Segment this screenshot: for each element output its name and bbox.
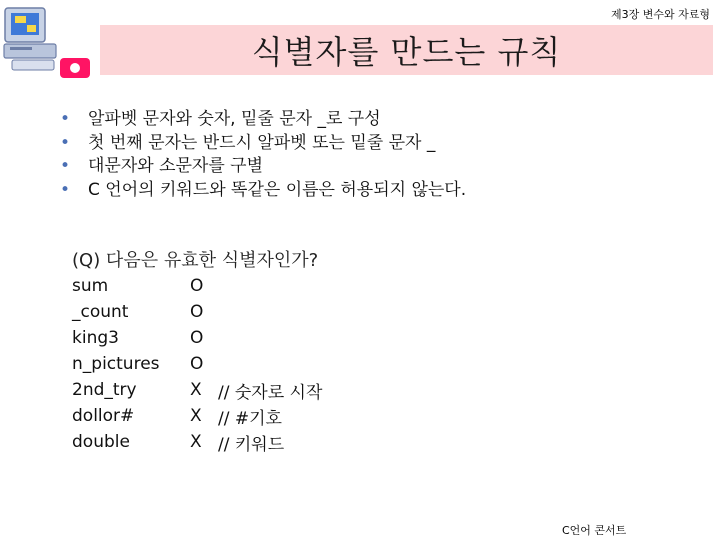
identifier-examples-table — [72, 273, 322, 455]
identifier-name: double — [72, 432, 130, 452]
example-comment: // 키워드 — [218, 434, 285, 455]
computer-logo-icon — [0, 0, 100, 90]
example-comment: // 숫자로 시작 — [218, 382, 323, 403]
validity-mark: O — [190, 302, 204, 322]
validity-mark: X — [190, 380, 202, 400]
validity-mark: X — [190, 406, 202, 426]
rule-list — [60, 108, 466, 202]
question-text: (Q) 다음은 유효한 식별자인가? — [72, 250, 319, 271]
identifier-name: _count — [72, 302, 129, 322]
rule-item: • 대문자와 소문자를 구별 — [60, 155, 466, 179]
identifier-name: 2nd_try — [72, 380, 137, 400]
identifier-name: n_pictures — [72, 354, 160, 374]
example-comment — [218, 299, 322, 325]
identifier-name: sum — [72, 276, 109, 296]
validity-mark: O — [190, 328, 204, 348]
rule-item: • 알파벳 문자와 숫자, 밑줄 문자 _로 구성 — [60, 108, 466, 132]
slide-title: 식별자를 만드는 규칙 — [251, 33, 562, 71]
example-row — [72, 325, 322, 351]
example-row — [72, 429, 322, 455]
validity-mark: X — [190, 432, 202, 452]
example-comment — [218, 351, 322, 377]
example-row — [72, 273, 322, 299]
validity-mark: O — [190, 354, 204, 374]
identifier-name: king3 — [72, 328, 119, 348]
chapter-label: 제3장 변수와 자료형 — [611, 8, 710, 21]
example-comment: // #기호 — [218, 408, 282, 429]
example-comment — [218, 325, 322, 351]
identifier-name: dollor# — [72, 406, 135, 426]
example-row — [72, 299, 322, 325]
rule-item: • C 언어의 키워드와 똑같은 이름은 허용되지 않는다. — [60, 179, 466, 203]
example-row — [72, 403, 322, 429]
example-comment — [218, 273, 322, 299]
validity-mark: O — [190, 276, 204, 296]
rule-item: • 첫 번째 문자는 반드시 알파벳 또는 밑줄 문자 _ — [60, 132, 466, 156]
footer-label: C언어 콘서트 — [562, 524, 627, 537]
example-row — [72, 351, 322, 377]
example-row — [72, 377, 322, 403]
title-banner — [100, 25, 713, 75]
